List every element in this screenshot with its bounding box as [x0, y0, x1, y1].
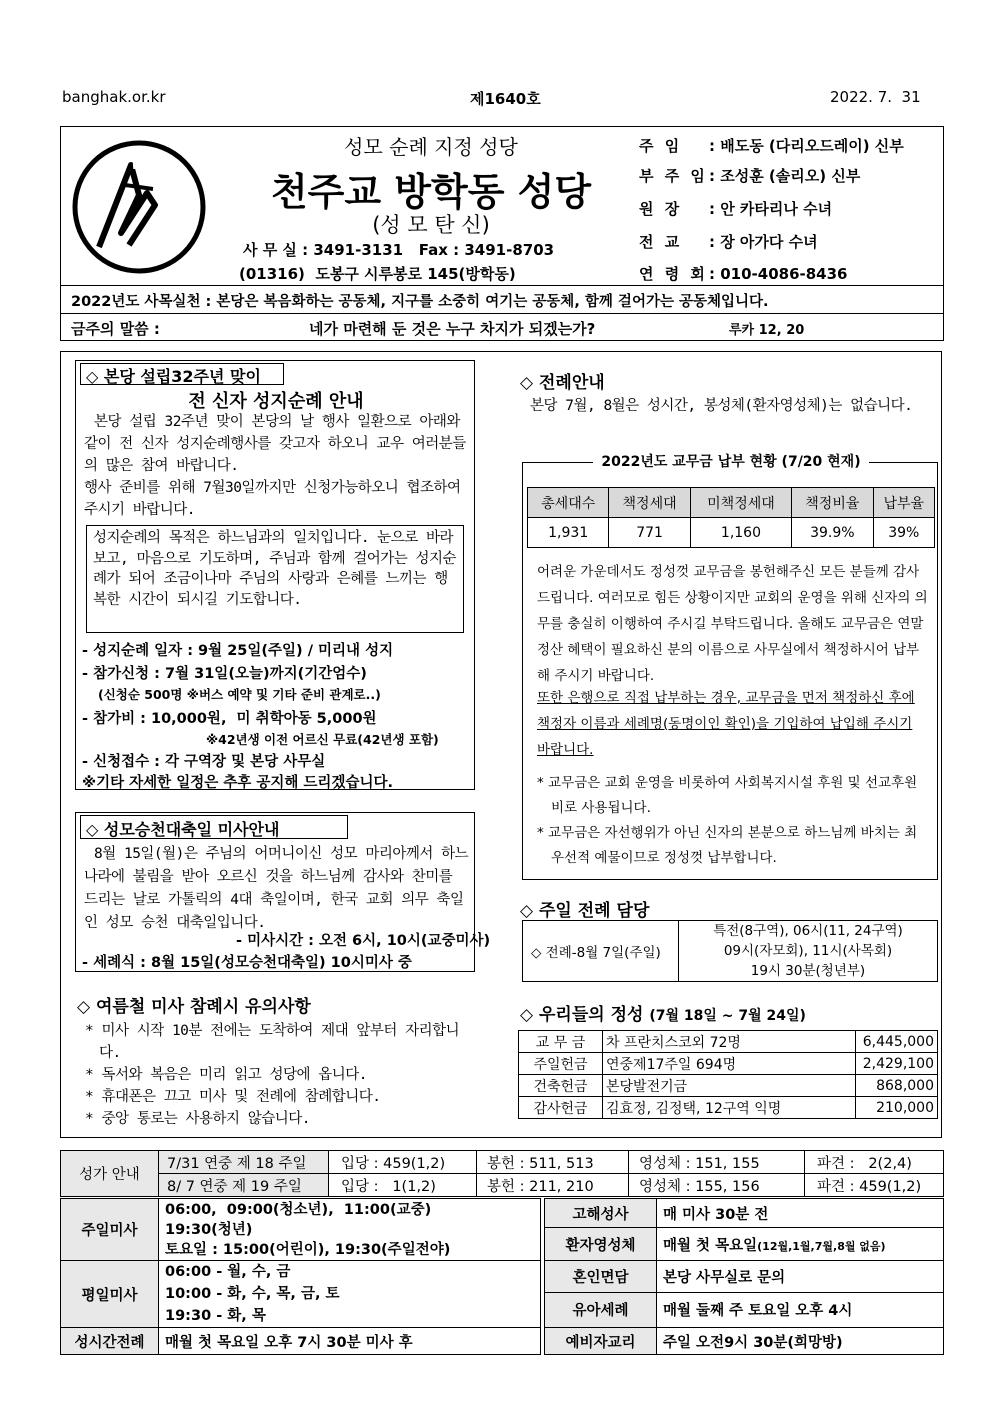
summer-item-3: * 휴대폰은 끄고 미사 및 전례에 참례합니다. — [85, 1089, 381, 1105]
sunday-liturgy-label: ◇ 전례-8월 7일(주일) — [523, 921, 679, 982]
summer-item-2: * 독서와 복음은 미리 읽고 성당에 옵니다. — [85, 1067, 367, 1083]
staff-director: 원 장 : 안 카타리나 수녀 — [639, 200, 833, 218]
pilgrimage-registration: - 참가신청 : 7월 31일(오늘)까지(기간엄수) — [82, 666, 367, 682]
pilgrimage-subtitle: 전 신자 성지순례 안내 — [188, 391, 364, 412]
dues-note-1: * 교무금은 교회 운영을 비롯하여 사회복지시설 후원 및 선교후원비로 사용됩니다. — [537, 775, 918, 816]
dues-value: 39.9% — [792, 518, 873, 548]
dues-value: 1,931 — [528, 518, 609, 548]
summer-item-1: * 미사 시작 10분 전에는 도착하여 제대 앞부터 자리합니다. — [85, 1023, 460, 1061]
sunday-liturgy-assign: 특전(8구역), 06시(11, 24구역) 09시(자모회), 11시(사목회) 19시 30분(청년부) — [679, 921, 938, 982]
pilgrimage-apply: - 신청접수 : 각 구역장 및 본당 사무실 — [82, 754, 326, 770]
dues-title: 2022년도 교무금 납부 현황 (7/20 현재) — [593, 451, 869, 471]
dues-header: 책정세대 — [609, 488, 690, 518]
bulletin-header — [60, 126, 944, 286]
summer-title: ◇ 여름철 미사 참례시 유의사항 — [77, 997, 311, 1017]
assumption-time: - 미사시간 : 오전 6시, 10시(교중미사) — [236, 933, 491, 949]
pilgrimage-date: - 성지순례 일자 : 9월 25일(주일) / 미리내 성지 — [82, 643, 394, 659]
dues-header: 미책정세대 — [690, 488, 791, 518]
website: banghak.or.kr — [62, 88, 166, 106]
hymn-table: 성가 안내 7/31 연중 제 18 주일 입당 : 459(1,2) 봉헌 : 511, 513 영성체 : 151, 155 파견 : 2(2,4) 8/ 7 연중 제 19 주일 입당 : 1(1,2) 봉헌 : 211, 210 영성체 : 155, 156 파견 : 459(1,2) — [60, 1150, 944, 1197]
pastoral-motto: 2022년도 사목실천 : 본당은 복음화하는 공동체, 지구를 소중히 여기는 공동체, 함께 걸어가는 공동체입니다. — [60, 286, 944, 314]
offering-table: 교 무 금 차 프란치스코외 72명 6,445,000 주일헌금 연중제17주일 694명 2,429,100 건축헌금 본당발전기금 868,000 감사헌금 김효정, 김정택, 12구역 익명 210,000 — [518, 1030, 938, 1119]
sunday-liturgy-title: ◇ 주일 전례 담당 — [520, 901, 650, 921]
dues-header: 책정비율 — [792, 488, 873, 518]
pilgrimage-fee-note: ※42년생 이전 어르신 무료(42년생 포함) — [206, 732, 439, 747]
weekday-mass-times: 06:00 - 월, 수, 금 10:00 - 화, 수, 목, 금, 토 19:30 - 화, 목 — [159, 1261, 541, 1328]
office-phone: 사 무 실 : 3491-3131 Fax : 3491-8703 — [243, 241, 555, 259]
dues-table — [527, 487, 935, 548]
mass-schedule: 주일미사 06:00, 09:00(청소년), 11:00(교중) 19:30(청년) 토요일 : 15:00(어린이), 19:30(주일전야) 고해성사 매 미사 30분 전 환자영성체 매월 첫 목요일(12월,1월,7월,8월 없음) 평일미사 06:00 - 월, 수, 금 10:00 - 화, 수, 목, 금, 토 19:30 - 화, 목 혼인면담 본당 사무실로 문의 유아세례 매월 둘째 주 토요일 오후 4시 성시간전례 매월 첫 목요일 오후 7시 30분 미사 후 예비자교리 주일 오전9시 30분(희망방) — [60, 1198, 944, 1355]
assumption-text: 8월 15일(월)은 주님의 어머니이신 성모 마리아께서 하느나라에 불림을 받아 오르신 것을 하느님께 감사와 찬미를 드리는 날로 가톨릭의 4대 축일이며, 한국 교회 의무 축일인 성모 승천 대축일입니다. — [84, 846, 469, 931]
summer-item-4: * 중앙 통로는 사용하지 않습니다. — [85, 1111, 310, 1127]
holyhour-time: 매월 첫 목요일 오후 7시 30분 미사 후 — [159, 1328, 541, 1355]
weekly-word: 금주의 말씀 : 네가 마련해 둔 것은 누구 차지가 되겠는가? 루카 12, 20 — [60, 314, 944, 341]
pilgrimage-purpose: 성지순례의 목적은 하느님과의 일치입니다. 눈으로 바라보고, 마음으로 기도하며, 주님과 함께 걸어가는 성지순례가 되어 조금이나마 주님의 사랑과 은혜를 느끼는 행복한 시간이 되시길 기도합니다. — [86, 525, 464, 633]
parish-logo-icon — [69, 135, 209, 275]
assumption-title: ◇ 성모승천대축일 미사안내 — [86, 820, 280, 839]
pilgrimage-notice — [75, 360, 475, 790]
sunday-mass-times: 06:00, 09:00(청소년), 11:00(교중) 19:30(청년) 토요일 : 15:00(어린이), 19:30(주일전야) — [159, 1199, 541, 1261]
office-address: (01316) 도봉구 시루봉로 145(방학동) — [239, 265, 516, 283]
patron-feast: (성 모 탄 신) — [372, 213, 490, 237]
sunday-liturgy-table — [522, 920, 938, 982]
dues-note-2: * 교무금은 자선행위가 아닌 신자의 본분으로 하느님께 바치는 최우선적 예물이므로 정성껏 납부합니다. — [537, 825, 918, 866]
assumption-baptism: - 세례식 : 8월 15일(성모승천대축일) 10시미사 중 — [82, 955, 412, 971]
liturgy-text: 본당 7월, 8월은 성시간, 봉성체(환자영성체)는 없습니다. — [530, 398, 913, 414]
issue-date: 2022. 7. 31 — [830, 88, 921, 106]
offering-title: ◇ 우리들의 정성 (7월 18일 ~ 7월 24일) — [520, 1005, 806, 1025]
weekday-mass-label: 평일미사 — [61, 1261, 159, 1328]
liturgy-title: ◇ 전례안내 — [520, 373, 605, 393]
parish-name: 천주교 방학동 성당 — [270, 170, 592, 214]
hymn-label: 성가 안내 — [61, 1151, 159, 1197]
header-subtitle: 성모 순례 지정 성당 — [344, 135, 518, 159]
dues-bank-note: 또한 은행으로 직접 납부하는 경우, 교무금을 먼저 책정하신 후에 책정자 이름과 세례명(동명이인 확인)을 기입하여 납입해 주시기 바랍니다. — [537, 690, 915, 758]
pilgrimage-intro: 본당 설립 32주년 맞이 본당의 날 행사 일환으로 아래와 같이 전 신자 성지순례행사를 갖고자 하오니 교우 여러분들의 많은 참여 바랍니다. — [84, 414, 466, 474]
dues-value: 1,160 — [690, 518, 791, 548]
assumption-notice — [75, 812, 491, 972]
summer-mass-notes — [75, 990, 475, 1130]
dues-value: 771 — [609, 518, 690, 548]
holyhour-label: 성시간전례 — [61, 1328, 159, 1355]
pilgrimage-title: ◇ 본당 설립32주년 맞이 — [86, 367, 261, 386]
pilgrimage-more: ※기타 자세한 일정은 추후 공지해 드리겠습니다. — [82, 775, 393, 791]
staff-pastor: 주 임 : 배도동 (다리오드레이) 신부 — [639, 137, 904, 155]
pilgrimage-reg-note: (신청순 500명 ※버스 예약 및 기타 준비 관계로..) — [98, 687, 381, 702]
pilgrimage-deadline: 행사 준비를 위해 7월30일까지만 신청가능하오니 협조하여 주시기 바랍니다. — [84, 480, 461, 518]
dues-header: 납부율 — [873, 488, 934, 518]
sunday-mass-label: 주일미사 — [61, 1199, 159, 1261]
staff-catechist: 전 교 : 장 아가다 수녀 — [639, 233, 818, 251]
dues-status — [522, 454, 938, 880]
staff-assistant: 부 주 임: 조성훈 (솔리오) 신부 — [639, 167, 861, 185]
dues-header: 총세대수 — [528, 488, 609, 518]
staff-funeral: 연 령 회: 010-4086-8436 — [639, 265, 848, 283]
issue-number: 제1640호 — [470, 90, 541, 108]
pilgrimage-fee: - 참가비 : 10,000원, 미 취학아동 5,000원 — [82, 711, 377, 727]
dues-text: 어려운 가운데서도 정성껏 교무금을 봉헌해주신 모든 분들께 감사드립니다. 여러모로 힘든 상황이지만 교회의 운영을 위해 신자의 의무를 충실히 이행하여 주시길 부탁드립니다. 올해도 교무금은 연말정산 혜택이 필요하신 분의 이름으로 사무실에서 책정하시어 납부해 주시기 바랍니다. — [537, 564, 928, 684]
dues-value: 39% — [873, 518, 934, 548]
